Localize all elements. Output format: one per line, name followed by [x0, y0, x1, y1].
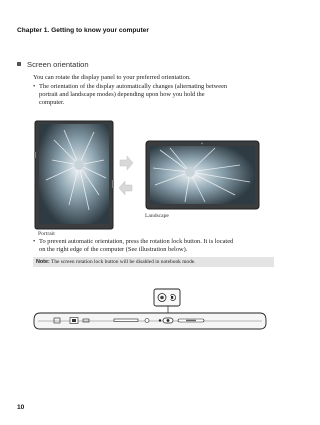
bullet-auto-orientation [33, 83, 283, 108]
note-label: Note: [36, 259, 50, 265]
bullet-rotation-lock [33, 238, 288, 254]
bullet1-line3: computer. [39, 99, 65, 107]
bullet-dot: • [33, 83, 36, 90]
bullet2-line1: To prevent automatic orientation, press the rotation lock button. It is located [39, 238, 234, 245]
landscape-tablet-illustration [145, 140, 260, 210]
section-title: Screen orientation [27, 60, 89, 69]
rotate-right-arrow-icon [118, 155, 134, 171]
intro-paragraph: You can rotate the display panel to your preferred orientation. [33, 74, 191, 81]
note-text: The screen rotation lock button will be disabled in notebook mode. [51, 259, 196, 265]
bullet1-line2: portrait and landscape modes) depending upon how you hold the [39, 91, 205, 99]
bullet1-line1: The orientation of the display automatically changes (alternating between [39, 83, 228, 90]
landscape-label: Landscape [145, 213, 169, 219]
bullet-dot: • [33, 238, 36, 245]
device-right-edge-illustration [30, 287, 270, 335]
section-heading [17, 60, 89, 69]
portrait-label: Portrait [38, 231, 55, 237]
rotate-left-arrow-icon [118, 180, 134, 196]
bullet2-line2: on the right edge of the computer (See illustration below). [39, 246, 188, 254]
chapter-heading: Chapter 1. Getting to know your computer [17, 27, 149, 34]
note-box [33, 257, 274, 267]
page-number: 10 [17, 404, 25, 411]
square-bullet-icon [17, 62, 21, 66]
portrait-tablet-illustration [34, 120, 114, 230]
